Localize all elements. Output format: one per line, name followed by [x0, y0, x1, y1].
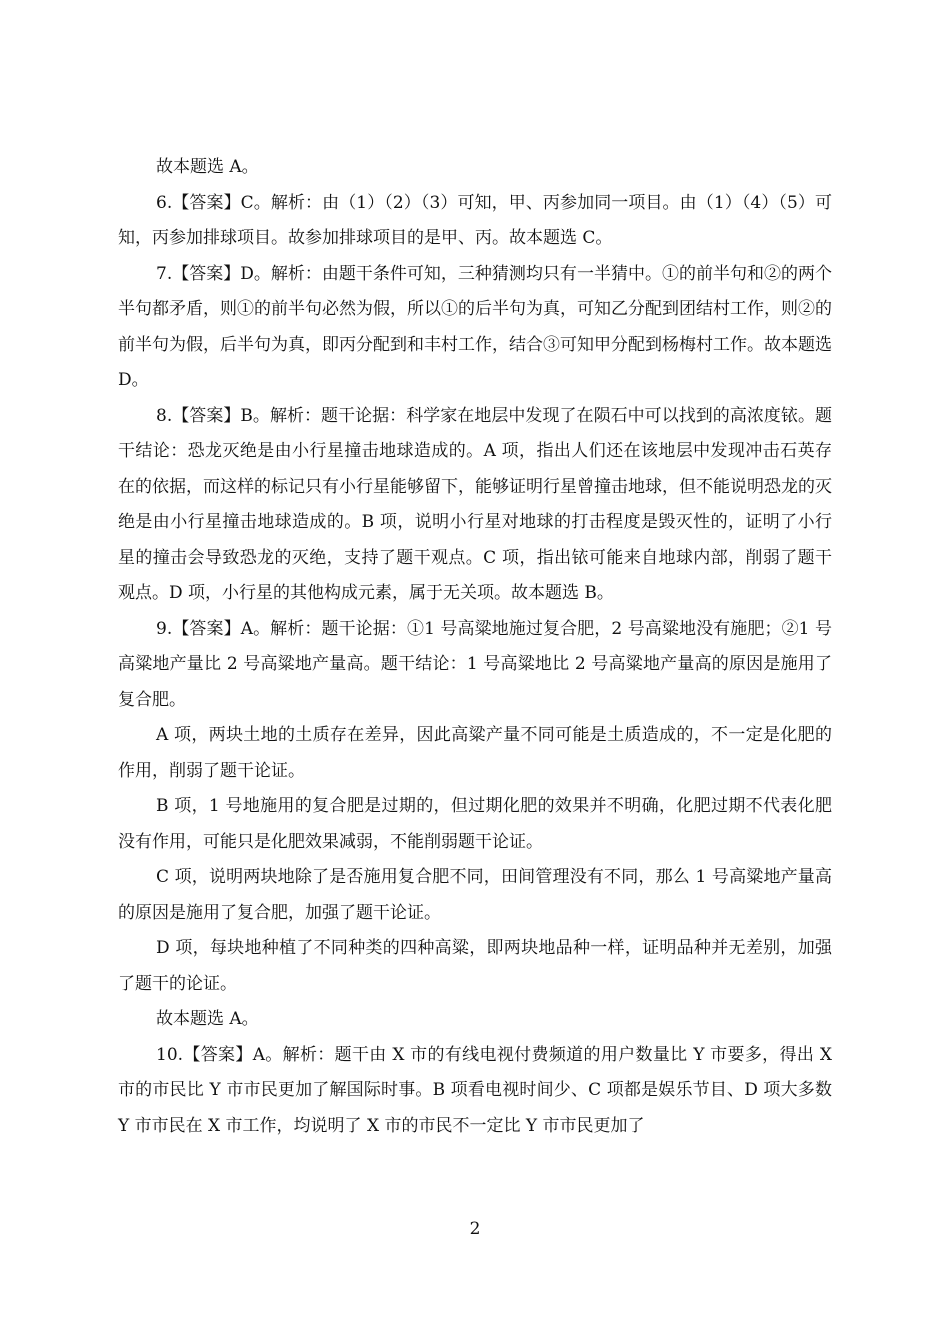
page-number: 2	[469, 1219, 481, 1239]
paragraph-option-d: D 项，每块地种植了不同种类的四种高粱，即两块地品种一样，证明品种并无差别，加强了题干的论证。	[118, 938, 832, 994]
paragraph-conclusion-9: 故本题选 A。	[156, 1009, 259, 1029]
paragraph-question-10: 10.【答案】A。解析：题干由 X 市的有线电视付费频道的用户数量比 Y 市要多，得出 X 市的市民比 Y 市市民更加了解国际时事。B 项看电视时间少、C 项都是娱乐节目、D 项大多数 Y 市市民在 X 市工作，均说明了 X 市的市民不一定比 Y 市市民更加了	[118, 1044, 832, 1136]
paragraph-option-b: B 项，1 号地施用的复合肥是过期的，但过期化肥的效果并不明确，化肥过期不代表化肥没有作用，可能只是化肥效果减弱，不能削弱题干论证。	[118, 796, 832, 852]
paragraph-question-8: 8.【答案】B。解析：题干论据：科学家在地层中发现了在陨石中可以找到的高浓度铱。题干结论：恐龙灭绝是由小行星撞击地球造成的。A 项，指出人们还在该地层中发现冲击石英存在的依据，而这样的标记只有小行星能够留下，能够证明行星曾撞击地球，但不能说明恐龙的灭绝是由小行星撞击地球造成的。B 项，说明小行星对地球的打击程度是毁灭性的，证明了小行星的撞击会导致恐龙的灭绝，支持了题干观点。C 项，指出铱可能来自地球内部，削弱了题干观点。D 项，小行星的其他构成元素，属于无关项。故本题选 B。	[118, 405, 832, 603]
paragraph-option-c: C 项，说明两块地除了是否施用复合肥不同，田间管理没有不同，那么 1 号高粱地产量高的原因是施用了复合肥，加强了题干论证。	[118, 867, 832, 923]
paragraph-question-6: 6.【答案】C。解析：由（1）（2）（3）可知，甲、丙参加同一项目。由（1）（4）（5）可知，丙参加排球项目。故参加排球项目的是甲、丙。故本题选 C。	[118, 192, 832, 248]
paragraph-option-a: A 项，两块土地的土质存在差异，因此高粱产量不同可能是土质造成的，不一定是化肥的作用，削弱了题干论证。	[118, 725, 832, 781]
paragraph-question-9: 9.【答案】A。解析：题干论据：①1 号高粱地施过复合肥，2 号高粱地没有施肥；②1 号高粱地产量比 2 号高粱地产量高。题干结论：1 号高粱地比 2 号高粱地产量高的原因是施用了复合肥。	[118, 618, 832, 710]
document-body	[118, 150, 832, 1144]
paragraph-conclusion-5: 故本题选 A。	[156, 157, 259, 177]
paragraph-question-7: 7.【答案】D。解析：由题干条件可知，三种猜测均只有一半猜中。①的前半句和②的两个半句都矛盾，则①的前半句必然为假，所以①的后半句为真，可知乙分配到团结村工作，则②的前半句为假，后半句为真，即丙分配到和丰村工作，结合③可知甲分配到杨梅村工作。故本题选 D。	[118, 263, 832, 390]
